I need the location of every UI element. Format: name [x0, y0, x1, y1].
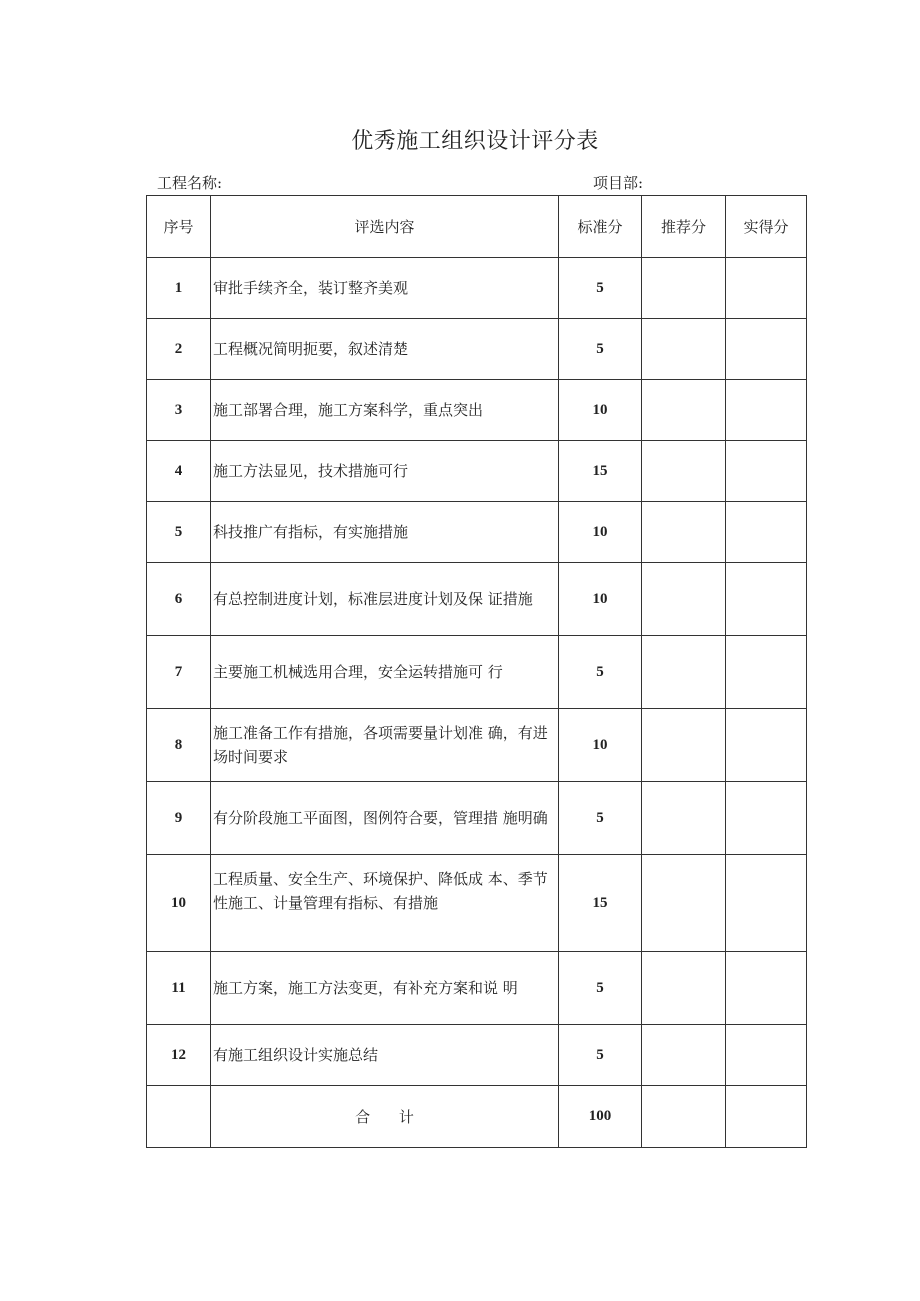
row-standard-score: 10 [559, 709, 642, 782]
row-actual-score[interactable] [726, 258, 807, 319]
row-content: 有总控制进度计划，标准层进度计划及保 证措施 [211, 563, 559, 636]
row-no: 2 [147, 319, 211, 380]
row-recommended-score[interactable] [642, 709, 726, 782]
row-content: 工程概况简明扼要，叙述清楚 [211, 319, 559, 380]
header-recommended-score: 推荐分 [642, 196, 726, 258]
row-actual-score[interactable] [726, 636, 807, 709]
score-table [146, 195, 807, 1148]
table-row [147, 952, 807, 1025]
row-no: 6 [147, 563, 211, 636]
row-actual-score[interactable] [726, 855, 807, 952]
department-label: 项目部: [593, 174, 644, 192]
table-row [147, 709, 807, 782]
row-actual-score[interactable] [726, 319, 807, 380]
row-actual-score[interactable] [726, 782, 807, 855]
row-recommended-score[interactable] [642, 380, 726, 441]
total-no-cell [147, 1086, 211, 1148]
row-standard-score: 5 [559, 319, 642, 380]
row-actual-score[interactable] [726, 563, 807, 636]
row-no: 10 [147, 855, 211, 952]
table-row [147, 441, 807, 502]
row-recommended-score[interactable] [642, 319, 726, 380]
header-no: 序号 [147, 196, 211, 258]
total-standard-score: 100 [559, 1086, 642, 1148]
row-recommended-score[interactable] [642, 563, 726, 636]
table-row [147, 502, 807, 563]
row-content: 施工准备工作有措施，各项需要量计划准 确，有进场时间要求 [211, 709, 559, 782]
row-standard-score: 5 [559, 952, 642, 1025]
row-recommended-score[interactable] [642, 1025, 726, 1086]
row-content: 有施工组织设计实施总结 [211, 1025, 559, 1086]
row-recommended-score[interactable] [642, 782, 726, 855]
row-recommended-score[interactable] [642, 441, 726, 502]
total-label: 合 计 [211, 1086, 559, 1148]
row-actual-score[interactable] [726, 952, 807, 1025]
row-recommended-score[interactable] [642, 502, 726, 563]
row-no: 12 [147, 1025, 211, 1086]
project-name-label: 工程名称: [157, 174, 223, 192]
row-standard-score: 5 [559, 636, 642, 709]
row-standard-score: 5 [559, 258, 642, 319]
document-title: 优秀施工组织设计评分表 [351, 129, 599, 154]
table-row [147, 855, 807, 952]
row-standard-score: 5 [559, 1025, 642, 1086]
row-no: 5 [147, 502, 211, 563]
total-recommended-score[interactable] [642, 1086, 726, 1148]
row-standard-score: 10 [559, 563, 642, 636]
table-row [147, 258, 807, 319]
total-actual-score[interactable] [726, 1086, 807, 1148]
table-row [147, 563, 807, 636]
row-content: 科技推广有指标，有实施措施 [211, 502, 559, 563]
table-row [147, 782, 807, 855]
row-content: 施工部署合理，施工方案科学，重点突出 [211, 380, 559, 441]
row-content: 主要施工机械选用合理，安全运转措施可 行 [211, 636, 559, 709]
header-row [147, 196, 807, 258]
row-recommended-score[interactable] [642, 855, 726, 952]
row-actual-score[interactable] [726, 441, 807, 502]
table-row [147, 319, 807, 380]
row-actual-score[interactable] [726, 502, 807, 563]
row-recommended-score[interactable] [642, 952, 726, 1025]
row-no: 1 [147, 258, 211, 319]
table-row [147, 1025, 807, 1086]
row-no: 7 [147, 636, 211, 709]
row-standard-score: 15 [559, 441, 642, 502]
row-no: 4 [147, 441, 211, 502]
row-content: 施工方案，施工方法变更，有补充方案和说 明 [211, 952, 559, 1025]
row-actual-score[interactable] [726, 380, 807, 441]
row-content: 工程质量、安全生产、环境保护、降低成 本、季节性施工、计量管理有指标、有措施 [211, 855, 559, 952]
row-no: 9 [147, 782, 211, 855]
row-standard-score: 10 [559, 380, 642, 441]
row-content: 审批手续齐全，装订整齐美观 [211, 258, 559, 319]
header-actual-score: 实得分 [726, 196, 807, 258]
header-content: 评选内容 [211, 196, 559, 258]
row-standard-score: 5 [559, 782, 642, 855]
table-row [147, 380, 807, 441]
row-no: 3 [147, 380, 211, 441]
row-actual-score[interactable] [726, 1025, 807, 1086]
row-content: 有分阶段施工平面图，图例符合要，管理措 施明确 [211, 782, 559, 855]
row-standard-score: 10 [559, 502, 642, 563]
row-standard-score: 15 [559, 855, 642, 952]
header-standard-score: 标准分 [559, 196, 642, 258]
row-actual-score[interactable] [726, 709, 807, 782]
table-row [147, 636, 807, 709]
row-recommended-score[interactable] [642, 636, 726, 709]
row-recommended-score[interactable] [642, 258, 726, 319]
row-no: 8 [147, 709, 211, 782]
total-row [147, 1086, 807, 1148]
row-no: 11 [147, 952, 211, 1025]
row-content: 施工方法显见，技术措施可行 [211, 441, 559, 502]
